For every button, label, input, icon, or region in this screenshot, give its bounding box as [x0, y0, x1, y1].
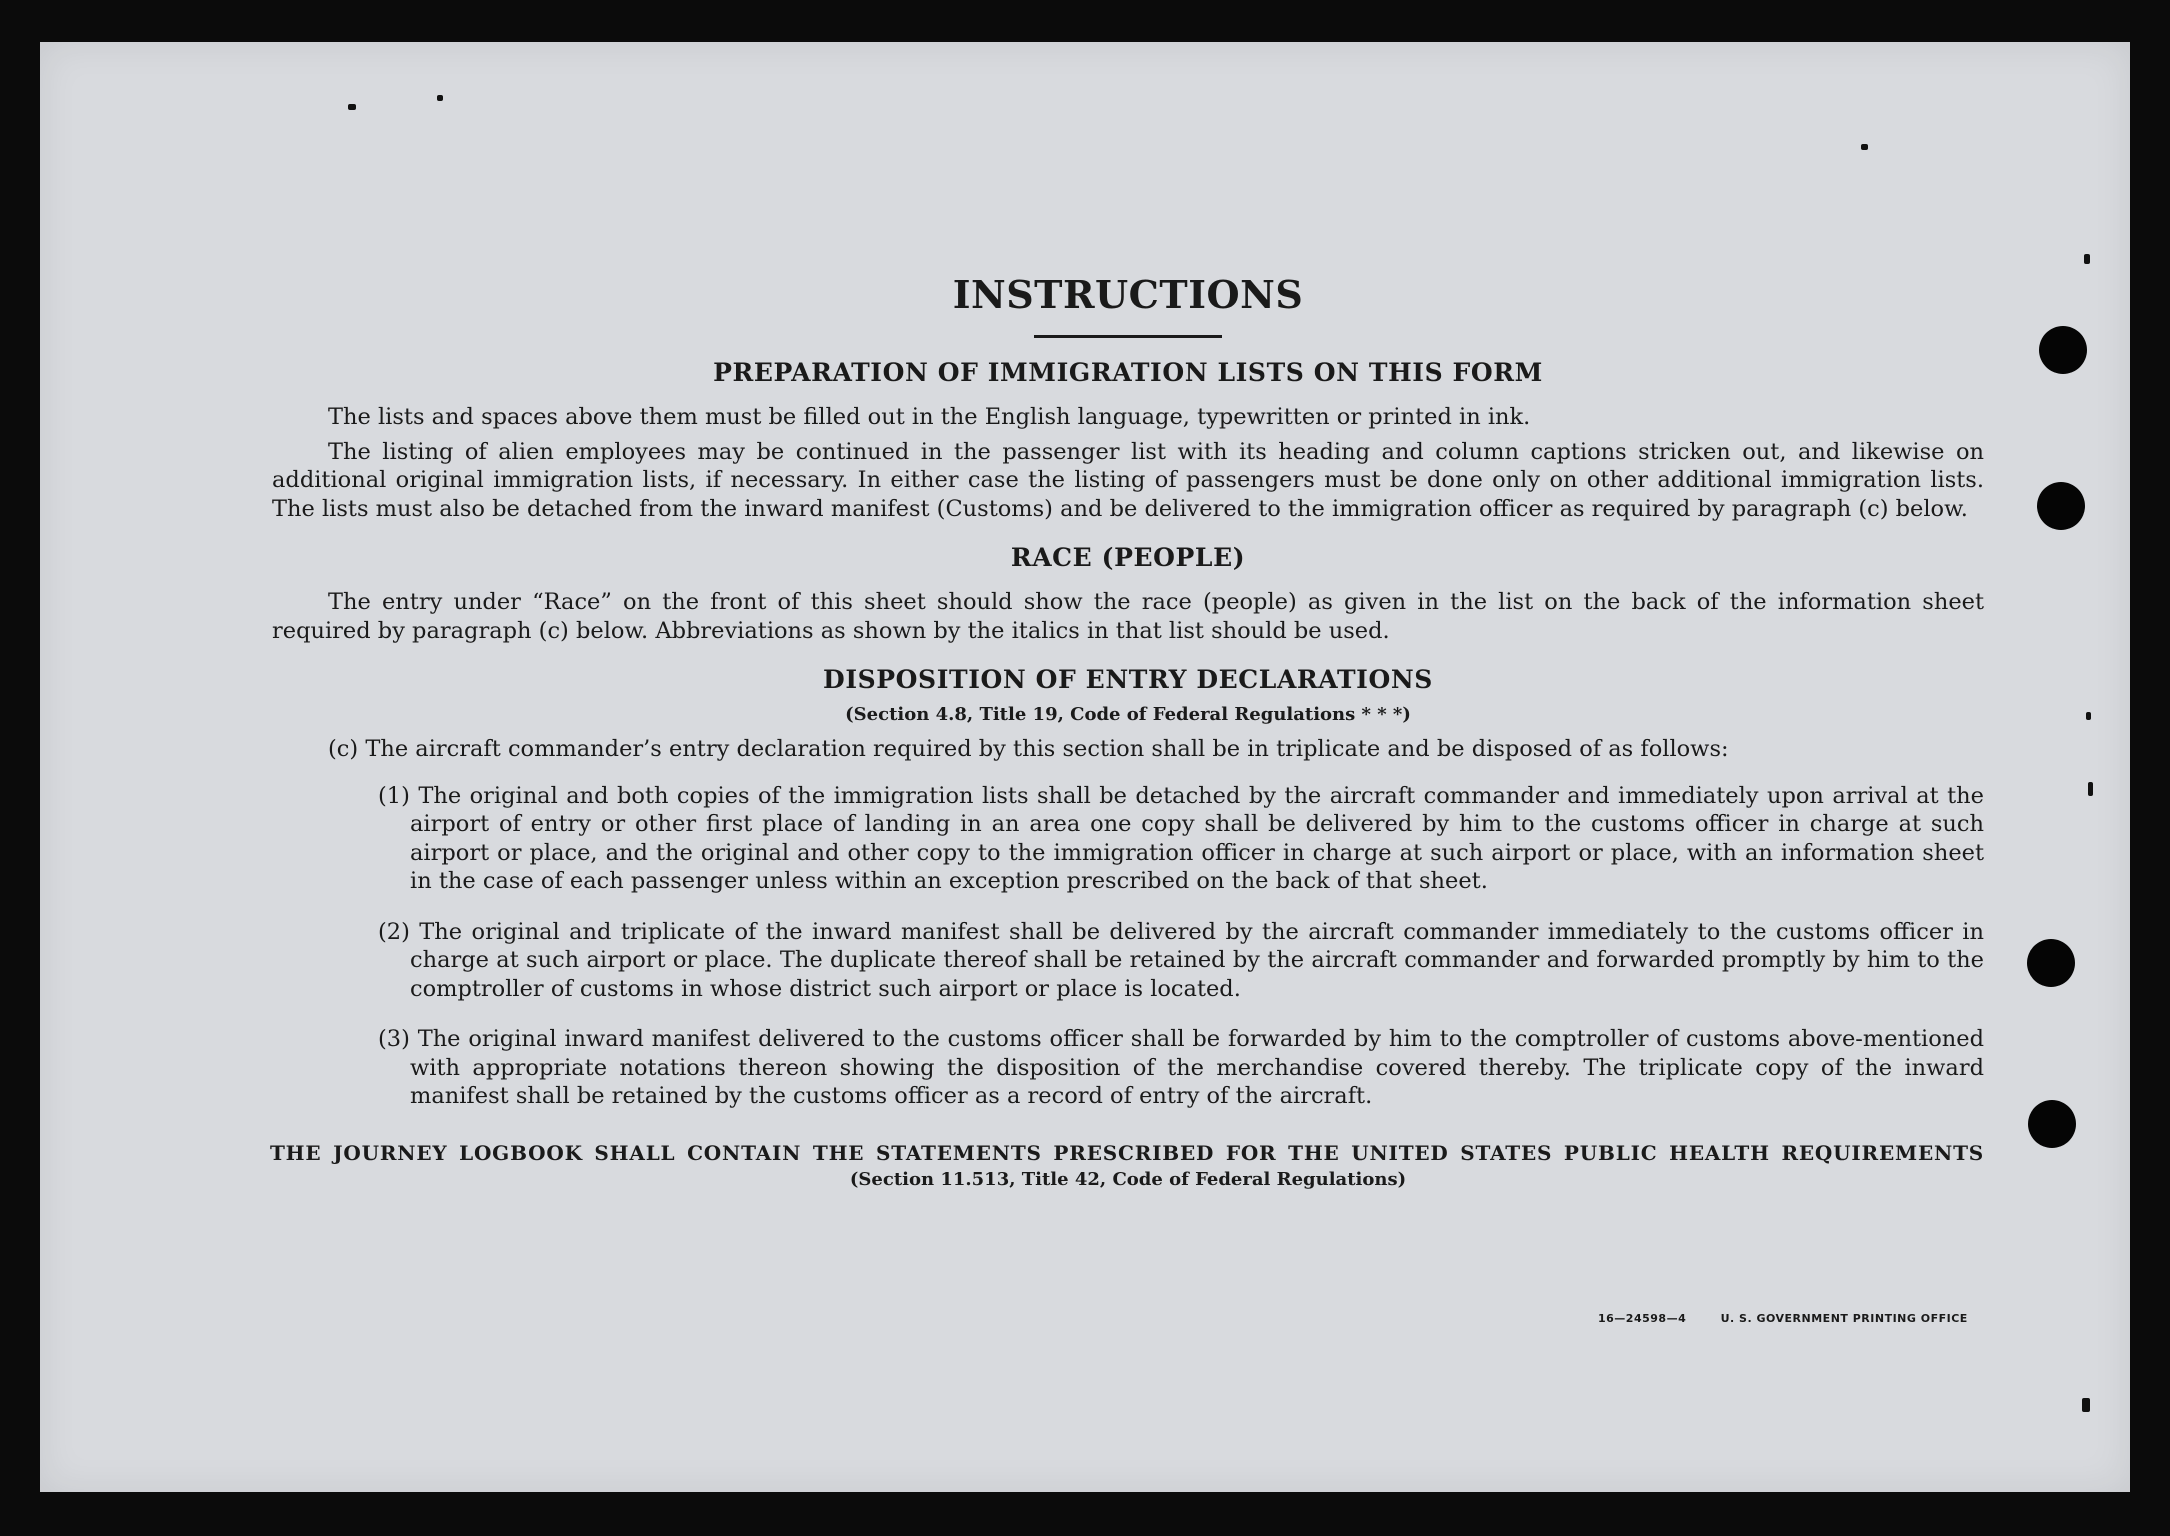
paragraph-c-label: (c) [328, 736, 359, 762]
section-heading-race: RACE (PEOPLE) [1010, 543, 1246, 572]
speck [2082, 1398, 2090, 1412]
punch-hole [2037, 482, 2085, 530]
title-underline [1034, 335, 1222, 338]
paragraph-race-entry: The entry under “Race” on the front of this sheet should show the race (people) as given in the list on the back of the information sheet required by paragraph (c) below. Abbreviations as shown by the italics in that list should be used. [272, 589, 1984, 644]
printer-name: U. S. GOVERNMENT PRINTING OFFICE [1720, 1312, 1968, 1325]
list-item-3 [378, 1025, 1984, 1111]
paragraph-c-text: The aircraft commander’s entry declaration required by this section shall be in triplicate and be disposed of as follows: [365, 736, 1729, 762]
page-title: INSTRUCTIONS [952, 272, 1304, 317]
list-item-text: The original and triplicate of the inward manifest shall be delivered by the aircraft commander immediately to the customs officer in charge at such airport or place. The duplicate thereof shall be retained by the aircraft commander and forwarded promptly by him to the comptroller of customs in whose district such airport or place is located. [410, 918, 1984, 1002]
section-heading-disposition: DISPOSITION OF ENTRY DECLARATIONS [823, 665, 1433, 694]
instructions-content [272, 232, 1984, 1190]
paragraph-alien-employees: The listing of alien employees may be continued in the passenger list with its heading and column captions stricken out, and likewise on additional original immigration lists, if necessary. In either case the listing of passengers must be done only on other additional immigration lists. The lists must also be detached from the inward manifest (Customs) and be delivered to the immigration officer as required by paragraph (c) below. [272, 438, 1984, 522]
list-item-label: (3) [378, 1026, 410, 1052]
list-item-label: (2) [378, 918, 410, 945]
punch-hole [2027, 939, 2075, 987]
paragraph-lists-language: The lists and spaces above them must be filled out in the English language, typewritten or printed in ink. [328, 404, 1531, 430]
list-item-text: The original and both copies of the immigration lists shall be detached by the aircraft commander and immediately upon arrival at the airport of entry or other first place of landing in an area one copy shall be delivered by him to the customs officer in charge at such airport or place, and the original and other copy to the immigration officer in charge at such airport or place, with an information sheet in the case of each passenger unless within an exception prescribed on the back of that sheet. [410, 782, 1984, 894]
punch-hole [2039, 326, 2087, 374]
bleed-through-text [510, 140, 2010, 180]
punch-hole [2028, 1100, 2076, 1148]
list-item-2 [378, 918, 1984, 1004]
speck [348, 104, 356, 110]
speck [2084, 254, 2090, 264]
section-citation: (Section 4.8, Title 19, Code of Federal Regulations * * *) [845, 704, 1411, 725]
document-sheet [40, 42, 2130, 1492]
speck [1861, 144, 1868, 150]
print-code-number: 16—24598—4 [1598, 1312, 1687, 1325]
list-item-1 [378, 782, 1984, 896]
footer-citation: (Section 11.513, Title 42, Code of Federal Regulations) [849, 1168, 1407, 1190]
printing-code [1598, 1312, 1998, 1325]
speck [2086, 712, 2091, 720]
footer-statement: THE JOURNEY LOGBOOK SHALL CONTAIN THE STATEMENTS PRESCRIBED FOR THE UNITED STATES PUBLIC HEALTH REQUIREMENTS [270, 1140, 1984, 1165]
paragraph-c [328, 735, 1984, 764]
list-item-label: (1) [378, 782, 410, 809]
list-item-text: The original inward manifest delivered to the customs officer shall be forwarded by him to the comptroller of customs above-mentioned with appropriate notations thereon showing the disposition of the merchandise covered thereby. The triplicate copy of the inward manifest shall be retained by the customs officer as a record of entry of the aircraft. [410, 1026, 1984, 1109]
speck [2088, 782, 2093, 796]
section-heading-preparation: PREPARATION OF IMMIGRATION LISTS ON THIS FORM [713, 358, 1543, 387]
speck [437, 95, 443, 101]
